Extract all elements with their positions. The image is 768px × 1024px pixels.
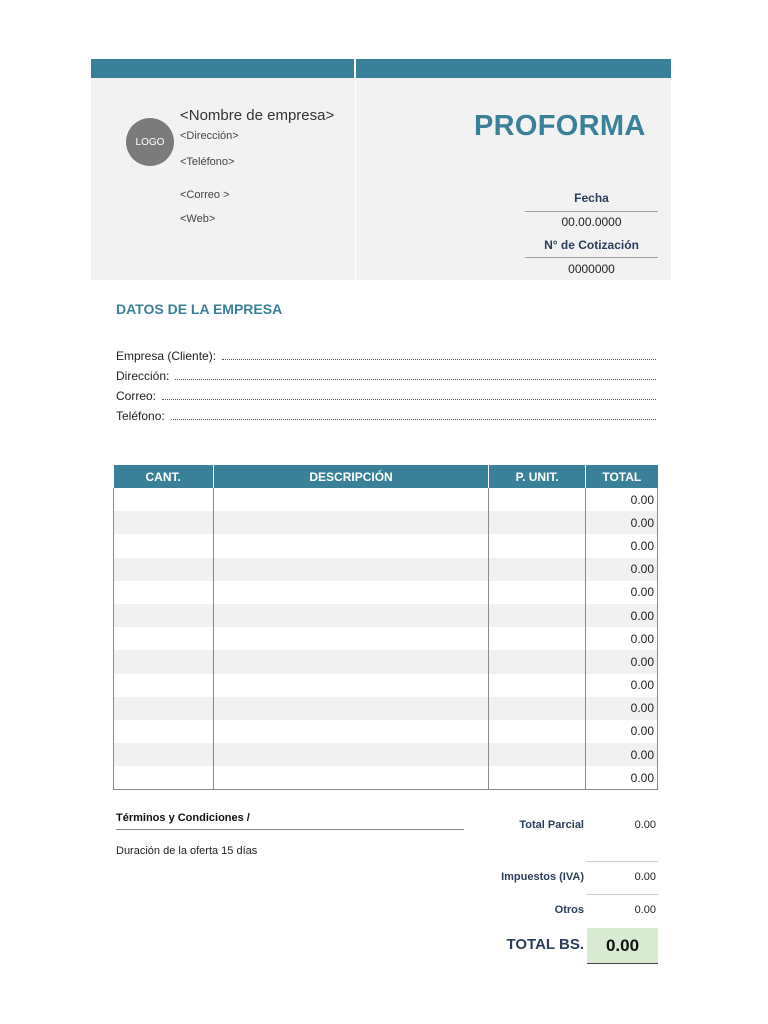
cell-description[interactable] [213,766,488,789]
cell-quantity[interactable] [114,511,214,534]
client-email-label: Correo: [116,389,157,403]
cell-total[interactable]: 0.00 [586,766,658,789]
header-accent-bar [91,59,671,78]
table-row [114,766,658,789]
company-address: <Dirección> [180,130,239,142]
other-value: 0.00 [634,904,656,916]
terms-rule [116,829,464,830]
cell-total[interactable]: 0.00 [586,488,658,511]
cell-description[interactable] [213,488,488,511]
header-accent-divider [354,59,356,78]
table-row [114,627,658,650]
grand-total-value: 0.00 [587,928,658,964]
cell-description[interactable] [213,604,488,627]
cell-description[interactable] [213,720,488,743]
table-row [114,488,658,511]
date-value: 00.00.0000 [561,215,622,229]
cell-total[interactable]: 0.00 [586,558,658,581]
cell-description[interactable] [213,558,488,581]
cell-quantity[interactable] [114,488,214,511]
date-label: Fecha [574,191,609,205]
client-company-label: Empresa (Cliente): [116,349,217,363]
client-address-row [116,365,656,383]
cell-quantity[interactable] [114,604,214,627]
table-row [114,697,658,720]
client-section-title: DATOS DE LA EMPRESA [116,301,283,317]
table-row [114,511,658,534]
cell-quantity[interactable] [114,534,214,557]
cell-quantity[interactable] [114,558,214,581]
cell-quantity[interactable] [114,697,214,720]
table-row [114,674,658,697]
cell-description[interactable] [213,743,488,766]
cell-quantity[interactable] [114,650,214,673]
client-company-field[interactable] [222,348,656,360]
client-email-field[interactable] [162,388,656,400]
cell-description[interactable] [213,674,488,697]
table-row [114,743,658,766]
company-email: <Correo > [180,189,230,201]
client-address-field[interactable] [175,368,656,380]
cell-description[interactable] [213,650,488,673]
cell-unit-price[interactable] [489,604,586,627]
header-unit-price: P. UNIT. [489,465,586,488]
grand-total-label: TOTAL BS. [506,936,584,953]
cell-unit-price[interactable] [489,534,586,557]
client-phone-row [116,405,656,423]
cell-total[interactable]: 0.00 [586,511,658,534]
cell-description[interactable] [213,627,488,650]
cell-unit-price[interactable] [489,558,586,581]
table-row [114,534,658,557]
cell-quantity[interactable] [114,627,214,650]
cell-unit-price[interactable] [489,650,586,673]
cell-quantity[interactable] [114,720,214,743]
cell-total[interactable]: 0.00 [586,743,658,766]
cell-unit-price[interactable] [489,488,586,511]
quote-number-rule [525,257,658,258]
cell-total[interactable]: 0.00 [586,627,658,650]
terms-text: Duración de la oferta 15 días [116,845,258,857]
cell-total[interactable]: 0.00 [586,650,658,673]
cell-total[interactable]: 0.00 [586,604,658,627]
items-header-row [114,465,658,488]
cell-total[interactable]: 0.00 [586,534,658,557]
quote-number-value: 0000000 [568,262,615,276]
table-row [114,581,658,604]
tax-value: 0.00 [634,871,656,883]
terms-title: Términos y Condiciones / [116,812,250,824]
table-row [114,720,658,743]
other-label: Otros [554,904,584,916]
client-phone-label: Teléfono: [116,409,165,423]
items-body [114,488,658,789]
client-phone-field[interactable] [171,408,656,420]
cell-total[interactable]: 0.00 [586,720,658,743]
header-description: DESCRIPCIÓN [213,465,488,488]
cell-quantity[interactable] [114,581,214,604]
cell-description[interactable] [213,581,488,604]
cell-description[interactable] [213,697,488,720]
subtotal-value: 0.00 [634,819,656,831]
header-total: TOTAL [586,465,658,488]
client-address-label: Dirección: [116,369,170,383]
cell-unit-price[interactable] [489,674,586,697]
client-company-row [116,345,656,363]
cell-quantity[interactable] [114,766,214,789]
table-row [114,558,658,581]
document-header [91,78,671,280]
cell-unit-price[interactable] [489,743,586,766]
document-title: PROFORMA [474,110,646,142]
cell-unit-price[interactable] [489,627,586,650]
table-row [114,650,658,673]
items-table [113,465,658,790]
company-name: <Nombre de empresa> [180,107,335,124]
company-logo: LOGO [126,118,174,166]
cell-total[interactable]: 0.00 [586,674,658,697]
cell-quantity[interactable] [114,674,214,697]
cell-quantity[interactable] [114,743,214,766]
cell-unit-price[interactable] [489,766,586,789]
client-email-row [116,385,656,403]
summary-rule-2 [587,894,658,895]
summary-rule-1 [587,861,658,862]
cell-unit-price[interactable] [489,720,586,743]
header-divider [355,78,356,280]
company-phone: <Teléfono> [180,156,235,168]
cell-total[interactable]: 0.00 [586,581,658,604]
tax-label: Impuestos (IVA) [501,871,584,883]
quote-number-label: N° de Cotización [544,238,639,252]
cell-unit-price[interactable] [489,581,586,604]
cell-unit-price[interactable] [489,697,586,720]
cell-description[interactable] [213,511,488,534]
header-quantity: CANT. [114,465,214,488]
date-rule [525,211,658,212]
cell-total[interactable]: 0.00 [586,697,658,720]
company-web: <Web> [180,213,216,225]
cell-description[interactable] [213,534,488,557]
table-row [114,604,658,627]
cell-unit-price[interactable] [489,511,586,534]
subtotal-label: Total Parcial [519,819,584,831]
